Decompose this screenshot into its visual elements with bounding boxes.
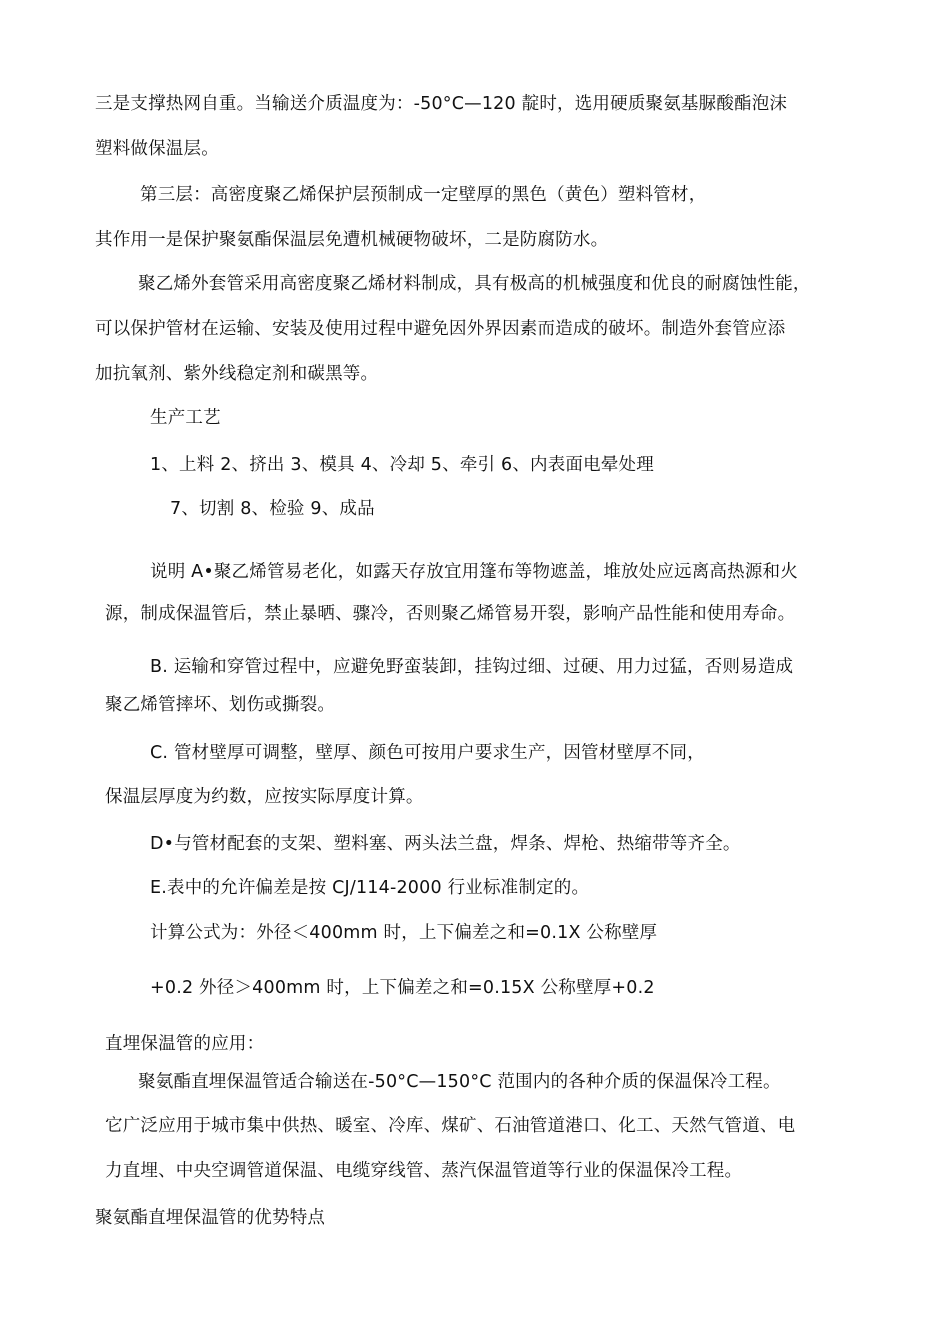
text-line: 力直埋、中央空调管道保温、电缆穿线管、蒸汽保温管道等行业的保温保冷工程。	[105, 1161, 743, 1181]
text-line: B. 运输和穿管过程中，应避免野蛮装卸，挂钩过细、过硬、用力过猛，否则易造成	[150, 657, 794, 677]
text-line: 聚氨酯直埋保温管适合输送在-50°C—150°C 范围内的各种介质的保温保冷工程。	[138, 1072, 781, 1092]
text-line: 1、上料 2、挤出 3、模具 4、冷却 5、牵引 6、内表面电晕处理	[150, 455, 654, 475]
text-line: E.表中的允许偏差是按 CJ/114-2000 行业标准制定的。	[150, 878, 590, 898]
section-heading: 直埋保温管的应用：	[105, 1034, 265, 1054]
text-line: 7、切割 8、检验 9、成品	[170, 499, 375, 519]
text-line: +0.2 外径＞400mm 时，上下偏差之和=0.15X 公称壁厚+0.2	[150, 978, 655, 998]
text-line: C. 管材壁厚可调整，壁厚、颜色可按用户要求生产，因管材壁厚不同，	[150, 743, 705, 763]
text-line: 聚乙烯外套管采用高密度聚乙烯材料制成，具有极高的机械强度和优良的耐腐蚀性能，	[138, 274, 811, 294]
section-heading: 聚氨酯直埋保温管的优势特点	[95, 1208, 326, 1228]
text-line: 计算公式为：外径＜400mm 时，上下偏差之和=0.1X 公称壁厚	[150, 923, 658, 943]
section-heading: 生产工艺	[150, 408, 221, 428]
text-line: 第三层：高密度聚乙烯保护层预制成一定壁厚的黑色（黄色）塑料管材，	[140, 185, 707, 205]
text-line: 塑料做保温层。	[95, 139, 219, 159]
text-line: 三是支撑热网自重。当输送介质温度为：-50°C—120 靛时，选用硬质聚氨基脲酸酯泡沫	[95, 94, 788, 114]
text-line: 可以保护管材在运输、安装及使用过程中避免因外界因素而造成的破坏。制造外套管应添	[95, 319, 786, 339]
text-line: D•与管材配套的支架、塑料塞、两头法兰盘，焊条、焊枪、热缩带等齐全。	[150, 834, 741, 854]
text-line: 源，制成保温管后，禁止暴晒、骤冷，否则聚乙烯管易开裂，影响产品性能和使用寿命。	[105, 604, 796, 624]
text-line: 其作用一是保护聚氨酯保温层免遭机械硬物破坏，二是防腐防水。	[95, 230, 609, 250]
text-line: 聚乙烯管摔坏、划伤或撕裂。	[105, 695, 336, 715]
text-line: 保温层厚度为约数，应按实际厚度计算。	[105, 787, 424, 807]
text-line: 说明 A•聚乙烯管易老化，如露天存放宜用篷布等物遮盖，堆放处应远离高热源和火	[150, 562, 798, 582]
text-line: 加抗氧剂、紫外线稳定剂和碳黑等。	[95, 364, 379, 384]
text-line: 它广泛应用于城市集中供热、暖室、冷库、煤矿、石油管道港口、化工、天然气管道、电	[105, 1116, 796, 1136]
